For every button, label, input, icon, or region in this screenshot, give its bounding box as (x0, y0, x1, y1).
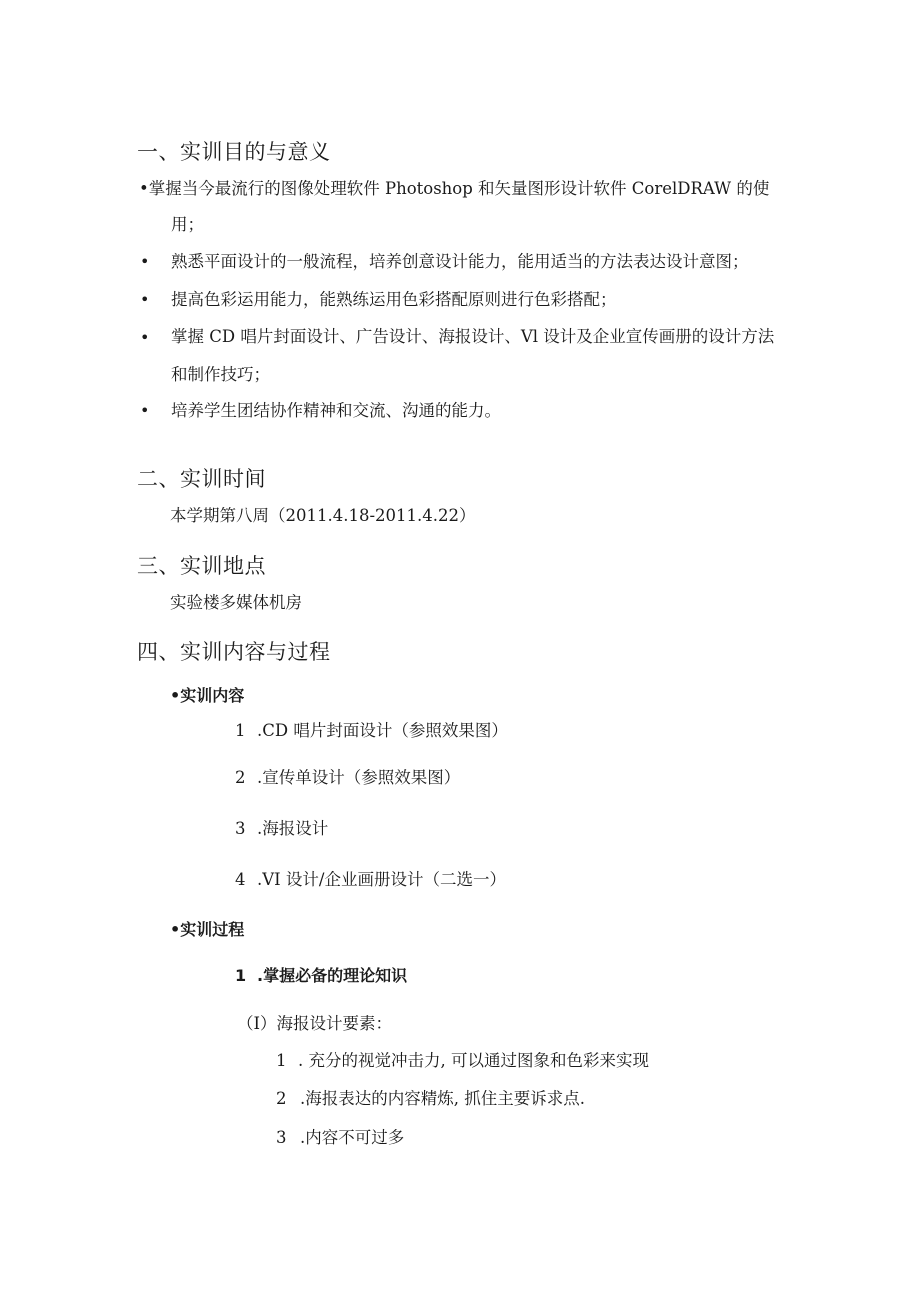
bullet-item-4: 掌握 CD 唱片封面设计、广告设计、海报设计、Vl 设计及企业宣传画册的设计方法 (171, 327, 775, 346)
item-number: 1 (235, 721, 246, 740)
bullet-text: 掌握当今最流行的图像处理软件 Photoshop 和矢量图形设计软件 CorelDRAW 的使 (148, 179, 770, 198)
bullet-item-5: 培养学生团结协作精神和交流、沟通的能力。 (171, 401, 501, 420)
bullet-dot: • (140, 328, 150, 347)
item-text: . 充分的视觉冲击力, 可以通过图象和色彩来实现 (298, 1051, 649, 1070)
poster-element-3 (276, 1127, 404, 1149)
bullet-dot: • (139, 179, 149, 198)
content-item-3 (235, 818, 328, 840)
section-heading-purpose: 一、实训目的与意义 (137, 140, 331, 164)
item-text: .CD 唱片封面设计（参照效果图） (257, 721, 508, 740)
subheading-content: •实训内容 (170, 686, 245, 705)
bullet-item-3: 提高色彩运用能力，能熟练运用色彩搭配原则进行色彩搭配； (171, 290, 617, 309)
training-time-text: 本学期第八周（2011.4.18-2011.4.22） (170, 506, 476, 525)
section-heading-location: 三、实训地点 (137, 554, 266, 578)
content-item-2 (235, 767, 460, 789)
bullet-dot: • (140, 401, 150, 420)
item-number: 4 (235, 870, 246, 889)
item-text: .海报表达的内容精炼, 抓住主要诉求点. (300, 1089, 585, 1108)
bullet-dot: • (140, 252, 150, 271)
item-number: 3 (276, 1128, 287, 1147)
poster-element-1 (276, 1050, 649, 1072)
item-text: .掌握必备的理论知识 (257, 966, 408, 985)
bullet-item-1-continuation: 用； (171, 215, 204, 234)
item-text: .宣传单设计（参照效果图） (257, 768, 461, 787)
item-number: 1 (235, 966, 247, 985)
bullet-item-2: 熟悉平面设计的一般流程，培养创意设计能力，能用适当的方法表达设计意图； (171, 252, 749, 271)
bullet-item-4-continuation: 和制作技巧； (171, 365, 270, 384)
content-item-1 (235, 720, 508, 742)
bullet-dot: • (140, 290, 150, 309)
bullet-item-1 (139, 178, 769, 200)
poster-element-2 (276, 1088, 585, 1110)
section-heading-content-process: 四、实训内容与过程 (137, 640, 331, 664)
subheading-process: •实训过程 (170, 920, 245, 939)
item-text: .内容不可过多 (300, 1128, 405, 1147)
item-number: 1 (276, 1051, 287, 1070)
item-number: 2 (276, 1089, 287, 1108)
item-text: .VI 设计/企业画册设计（二选一） (257, 870, 506, 889)
poster-elements-title: （I）海报设计要素： (237, 1014, 393, 1033)
process-step-1 (235, 965, 407, 987)
item-number: 2 (235, 768, 246, 787)
training-location-text: 实验楼多媒体机房 (170, 593, 302, 612)
content-item-4 (235, 869, 506, 891)
item-text: .海报设计 (257, 819, 329, 838)
section-heading-time: 二、实训时间 (137, 467, 266, 491)
item-number: 3 (235, 819, 246, 838)
